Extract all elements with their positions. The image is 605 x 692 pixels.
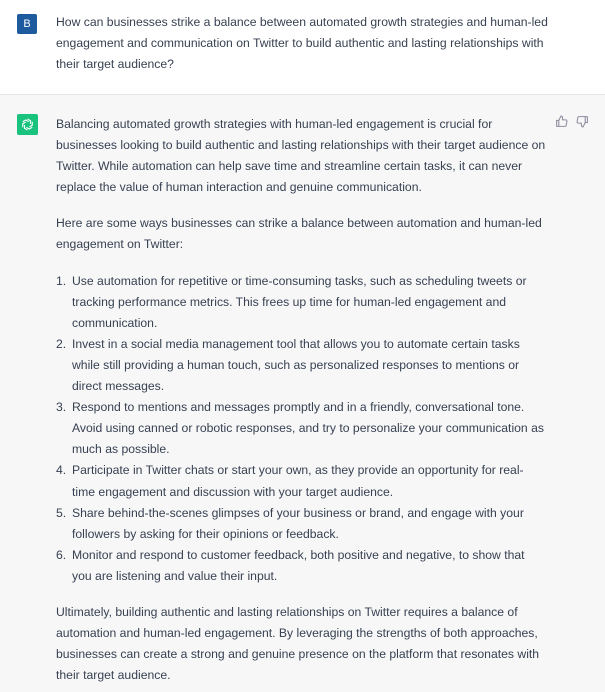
list-item-number: 1. bbox=[56, 273, 67, 288]
feedback-actions bbox=[555, 115, 589, 128]
list-item-text: Use automation for repetitive or time-consuming tasks, such as scheduling tweets or tracking performance metrics. This frees up time for human-led engagement and communication. bbox=[72, 273, 527, 330]
openai-logo-icon bbox=[17, 114, 38, 135]
list-item bbox=[56, 271, 546, 334]
list-item bbox=[56, 460, 546, 502]
list-item-text: Participate in Twitter chats or start your own, as they provide an opportunity for real-time engagement and discussion with your target audience. bbox=[72, 463, 524, 499]
user-avatar: B bbox=[17, 14, 37, 34]
list-item-number: 5. bbox=[56, 505, 67, 520]
list-item-text: Invest in a social media management tool that allows you to automate certain tasks while still providing a human touch, such as personalized responses to mentions or direct messages. bbox=[72, 336, 520, 394]
thumbs-down-icon[interactable] bbox=[576, 115, 589, 128]
list-item-number: 3. bbox=[56, 400, 67, 415]
list-item bbox=[56, 334, 546, 397]
response-outro: Ultimately, building authentic and lasting relationships on Twitter requires a balance of automation and human-led engagement. By leveraging the strengths of both approaches, businesses can create a strong and genuine presence on the platform that resonates with their target audience. bbox=[56, 604, 540, 683]
list-item bbox=[56, 545, 546, 587]
list-item-text: Respond to mentions and messages promptly and in a friendly, conversational tone. Avoid using canned or robotic responses, and try to personalize your communication as much as possible. bbox=[72, 400, 544, 457]
user-message bbox=[0, 0, 605, 95]
list-item-number: 4. bbox=[56, 463, 67, 478]
list-item-number: 2. bbox=[56, 336, 67, 351]
thumbs-up-icon[interactable] bbox=[555, 115, 568, 128]
list-item bbox=[56, 503, 546, 545]
list-item-text: Share behind-the-scenes glimpses of your business or brand, and engage with your followers by asking for their opinions or feedback. bbox=[72, 505, 524, 541]
response-intro: Balancing automated growth strategies with human-led engagement is crucial for businesses looking to build authentic and lasting relationships with their target audience on Twitter. While automation can help save time and streamline certain tasks, it can never replace the value of human interaction and genuine communication. bbox=[56, 117, 546, 195]
response-lead: Here are some ways businesses can strike a balance between automation and human-led engagement on Twitter: bbox=[56, 216, 542, 252]
list-item bbox=[56, 397, 546, 460]
list-item-text: Monitor and respond to customer feedback, both positive and negative, to show that you are listening and value their input. bbox=[72, 547, 525, 583]
steps-list bbox=[56, 271, 546, 587]
assistant-message bbox=[0, 95, 605, 692]
list-item-number: 6. bbox=[56, 547, 67, 562]
user-question: How can businesses strike a balance between automated growth strategies and human-led engagement and communication on Twitter to build authentic and lasting relationships with their target audience? bbox=[56, 15, 548, 72]
assistant-response bbox=[56, 114, 546, 686]
